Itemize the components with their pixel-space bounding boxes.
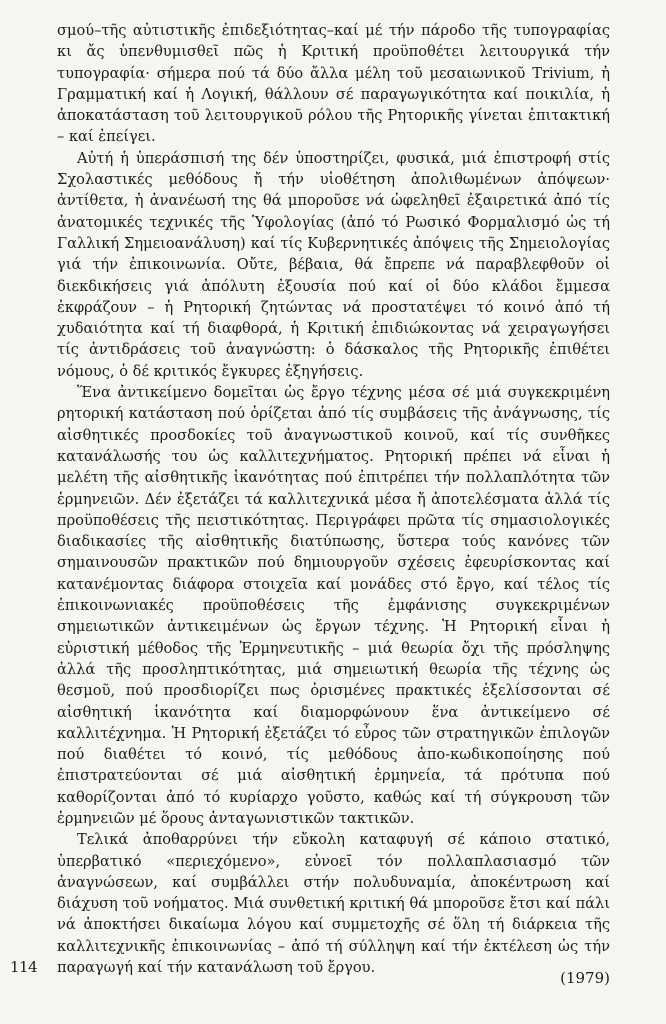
- page-text: [57, 20, 610, 978]
- paragraph-3: Ἕνα ἀντικείμενο δομεῖται ὡς ἔργο τέχνης μέσα σέ μιά συγκεκριμένη ρητορική κατάσταση πού ὁρίζεται ἀπό τίς συμβάσεις τῆς ἀνάγνωσης, τίς αἰσθητικές προσδοκίες τοῦ ἀναγνωστικοῦ κοινοῦ, καί τίς συνθῆκες κατανάλωσής του ὡς καλλιτεχνήματος. Ρητορική πρέπει νά εἶναι ἡ μελέτη τῆς αἰσθητικῆς ἱκανότητας πού ἐπιτρέπει τήν πολλαπλότητα τῶν ἑρμηνειῶν. Δέν ἐξετάζει τά καλλιτεχνικά μέσα ἤ ἀποτελέσματα ἀλλά τίς προϋποθέσεις τῆς πειστικότητας. Περιγράφει πρῶτα τίς σημασιολογικές διαδικασίες τῆς αἰσθητικῆς διατύπωσης, ὕστερα τούς κανόνες τῶν σημαινουσῶν πρακτικῶν πού δημιουργοῦν σχέσεις ἐφευρίσκοντας καί κατανέμοντας διάφορα στοιχεῖα καί μονάδες στό ἔργο, καί τέλος τίς ἐπικοινωνιακές προϋποθέσεις τῆς ἐμφάνισης συγκεκριμένων σημειωτικῶν ἀντικειμένων ὡς ἔργων τέχνης. Ἡ Ρητορική εἶναι ἡ εὑριστική μέθοδος τῆς Ἑρμηνευτικῆς – μιά θεωρία ὄχι τῆς πρόσληψης ἀλλά τῆς προσληπτικότητας, μιά σημειωτική θεωρία τῆς τέχνης ὡς θεσμοῦ, πού προσδιορίζει πως ὁρισμένες πρακτικές ἐξελίσσονται σέ αἰσθητική ἱκανότητα καί διαμορφώνουν ἕνα ἀντικείμενο σέ καλλιτέχνημα. Ἡ Ρητορική ἐξετάζει τό εὖρος τῶν στρατηγικῶν ἐπιλογῶν πού διαθέτει τό κοινό, τίς μεθόδους ἀπο-κωδικοποίησης πού ἐπιστρατεύονται σέ μιά αἰσθητική ἑρμηνεία, τά πρότυπα πού καθορίζονται ἀπό τό κυρίαρχο γοῦστο, καθώς καί τή σύγκρουση τῶν ἑρμηνειῶν μέ ὅρους ἀνταγωνιστικῶν τακτικῶν.: [57, 384, 610, 827]
- paragraph-1: σμού–τῆς αὐτιστικῆς ἐπιδεξιότητας–καί μέ τήν πάροδο τῆς τυπογραφίας κι ἄς ὑπενθυμισθεῖ πῶς ἡ Κριτική προϋποθέτει λειτουργικά τήν τυπογραφία· σήμερα πού τά δύο ἄλλα μέλη τοῦ μεσαιωνικοῦ Trivium, ἡ Γραμματική καί ἡ Λογική, θάλλουν σέ παραγωγικότητα καί ποικιλία, ἡ ἀποκατάσταση τοῦ λειτουργικοῦ ρόλου τῆς Ρητορικῆς γίνεται ἐπιτακτική – καί ἐπείγει.: [57, 22, 610, 146]
- paragraph-4: Τελικά ἀποθαρρύνει τήν εὔκολη καταφυγή σέ κάποιο στατικό, ὑπερβατικό «περιεχόμενο», εὐνοεῖ τόν πολλαπλασιασμό τῶν ἀναγνώσεων, καί συμβάλλει στήν πολυδυναμία, ἀποκέντρωση καί διάχυση τοῦ νοήματος. Μιά συνθετική κριτική θά μποροῦσε ἔτσι καί πάλι νά ἀποκτήσει δικαίωμα λόγου καί συμμετοχῆς σέ ὅλη τή διάρκεια τῆς καλλιτεχνικῆς ἐπικοινωνίας – ἀπό τή σύλληψη καί τήν ἐκτέλεση ὡς τήν παραγωγή καί τήν κατανάλωση τοῦ ἔργου.: [57, 831, 610, 977]
- date-line: (1979): [560, 969, 610, 987]
- page-number: 114: [10, 958, 38, 976]
- paragraph-2: Αὐτή ἡ ὑπεράσπισή της δέν ὑποστηρίζει, φυσικά, μιά ἐπιστροφή στίς Σχολαστικές μεθόδους ἤ τήν υἱοθέτηση ἀπολιθωμένων ἀπόψεων· ἀντίθετα, ἡ ἀνανέωσή της θά μποροῦσε νά ὠφεληθεῖ ἐξαιρετικά ἀπό τίς ἀνατομικές τεχνικές τῆς Ὑφολογίας (ἀπό τό Ρωσικό Φορμαλισμό ὡς τή Γαλλική Σημειοανάλυση) καί τίς Κυβερνητικές ἀπόψεις τῆς Σημειολογίας γιά τήν ἐπικοινωνία. Οὔτε, βέβαια, θά ἔπρεπε νά παραβλεφθοῦν οἱ διεκδικήσεις γιά ἀπόλυτη ἐξουσία πού καί οἱ δύο κλάδοι ἔμμεσα ἐκφράζουν – ἡ Ρητορική ζητώντας νά προστατέψει τό κοινό ἀπό τή χυδαιότητα καί τή διαφθορά, ἡ Κριτική ἐπιδιώκοντας νά χειραγωγήσει τίς ἀντιδράσεις τοῦ ἀναγνώστη: ὁ δάσκαλος τῆς Ρητορικῆς ἐπιθέτει νόμους, ὁ δέ κριτικός ἔγκυρες ἐξηγήσεις.: [57, 149, 610, 380]
